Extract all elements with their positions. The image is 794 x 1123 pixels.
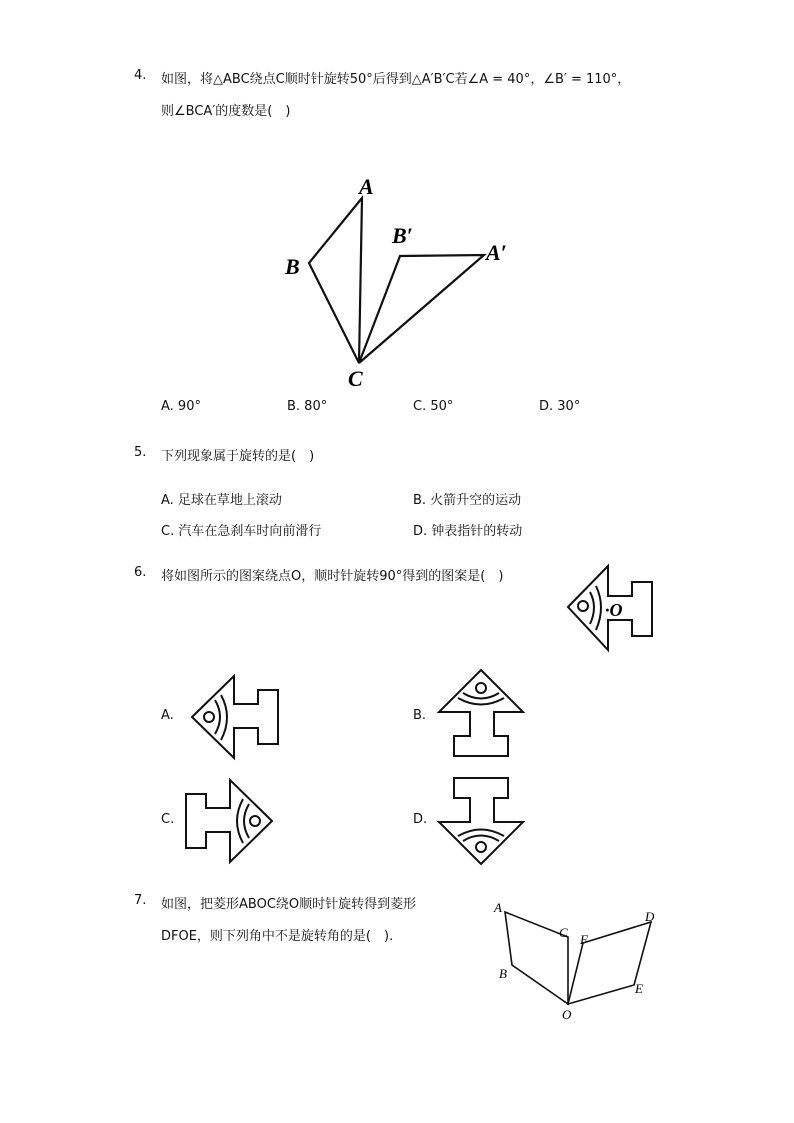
- q6-option-a[interactable]: A.: [161, 708, 174, 723]
- label-B: B: [285, 254, 300, 279]
- q6-option-b[interactable]: B.: [413, 708, 427, 723]
- q6-option-d[interactable]: D.: [413, 812, 428, 827]
- label-A: A: [359, 174, 374, 199]
- q4-stem-line2: 则∠BCA′的度数是( ): [161, 104, 291, 119]
- q4-option-a[interactable]: A. 90°: [161, 399, 201, 414]
- q6-option-c[interactable]: C.: [161, 812, 175, 827]
- q5-option-c[interactable]: C. 汽车在急刹车时向前滑行: [161, 524, 322, 539]
- q5-option-b[interactable]: B. 火箭升空的运动: [413, 493, 522, 508]
- q5-option-a[interactable]: A. 足球在草地上滚动: [161, 493, 282, 508]
- q4-option-b[interactable]: B. 80°: [287, 399, 328, 414]
- q5-option-d[interactable]: D. 钟表指针的转动: [413, 524, 523, 539]
- q4-number: 4.: [134, 68, 147, 83]
- q4-option-d[interactable]: D. 30°: [539, 399, 581, 414]
- q6-stem: 将如图所示的图案绕点O，顺时针旋转90°得到的图案是( ): [161, 569, 504, 584]
- label-F: F: [580, 932, 588, 947]
- q7-number: 7.: [134, 893, 147, 908]
- label-O: O: [562, 1007, 572, 1022]
- label-C: C: [559, 925, 568, 940]
- q7-stem-line2: DFOE，则下列角中不是旋转角的是( ).: [161, 929, 394, 944]
- label-A: A: [494, 900, 502, 915]
- label-E: E: [635, 981, 643, 996]
- q4-option-c[interactable]: C. 50°: [413, 399, 454, 414]
- label-B-prime: B′: [392, 223, 413, 248]
- q7-stem-line1: 如图，把菱形ABOC绕O顺时针旋转得到菱形: [161, 897, 417, 912]
- label-A-prime: A′: [486, 240, 507, 265]
- label-B: B: [499, 966, 507, 981]
- q5-stem: 下列现象属于旋转的是( ): [161, 449, 315, 464]
- label-C: C: [348, 366, 363, 391]
- q4-stem-line1: 如图，将△ABC绕点C顺时针旋转50°后得到△A′B′C若∠A = 40°，∠B′ = 110°，: [161, 72, 631, 87]
- q5-number: 5.: [134, 445, 147, 460]
- q6-number: 6.: [134, 565, 147, 580]
- label-O: ·O: [605, 600, 623, 620]
- label-D: D: [645, 909, 655, 924]
